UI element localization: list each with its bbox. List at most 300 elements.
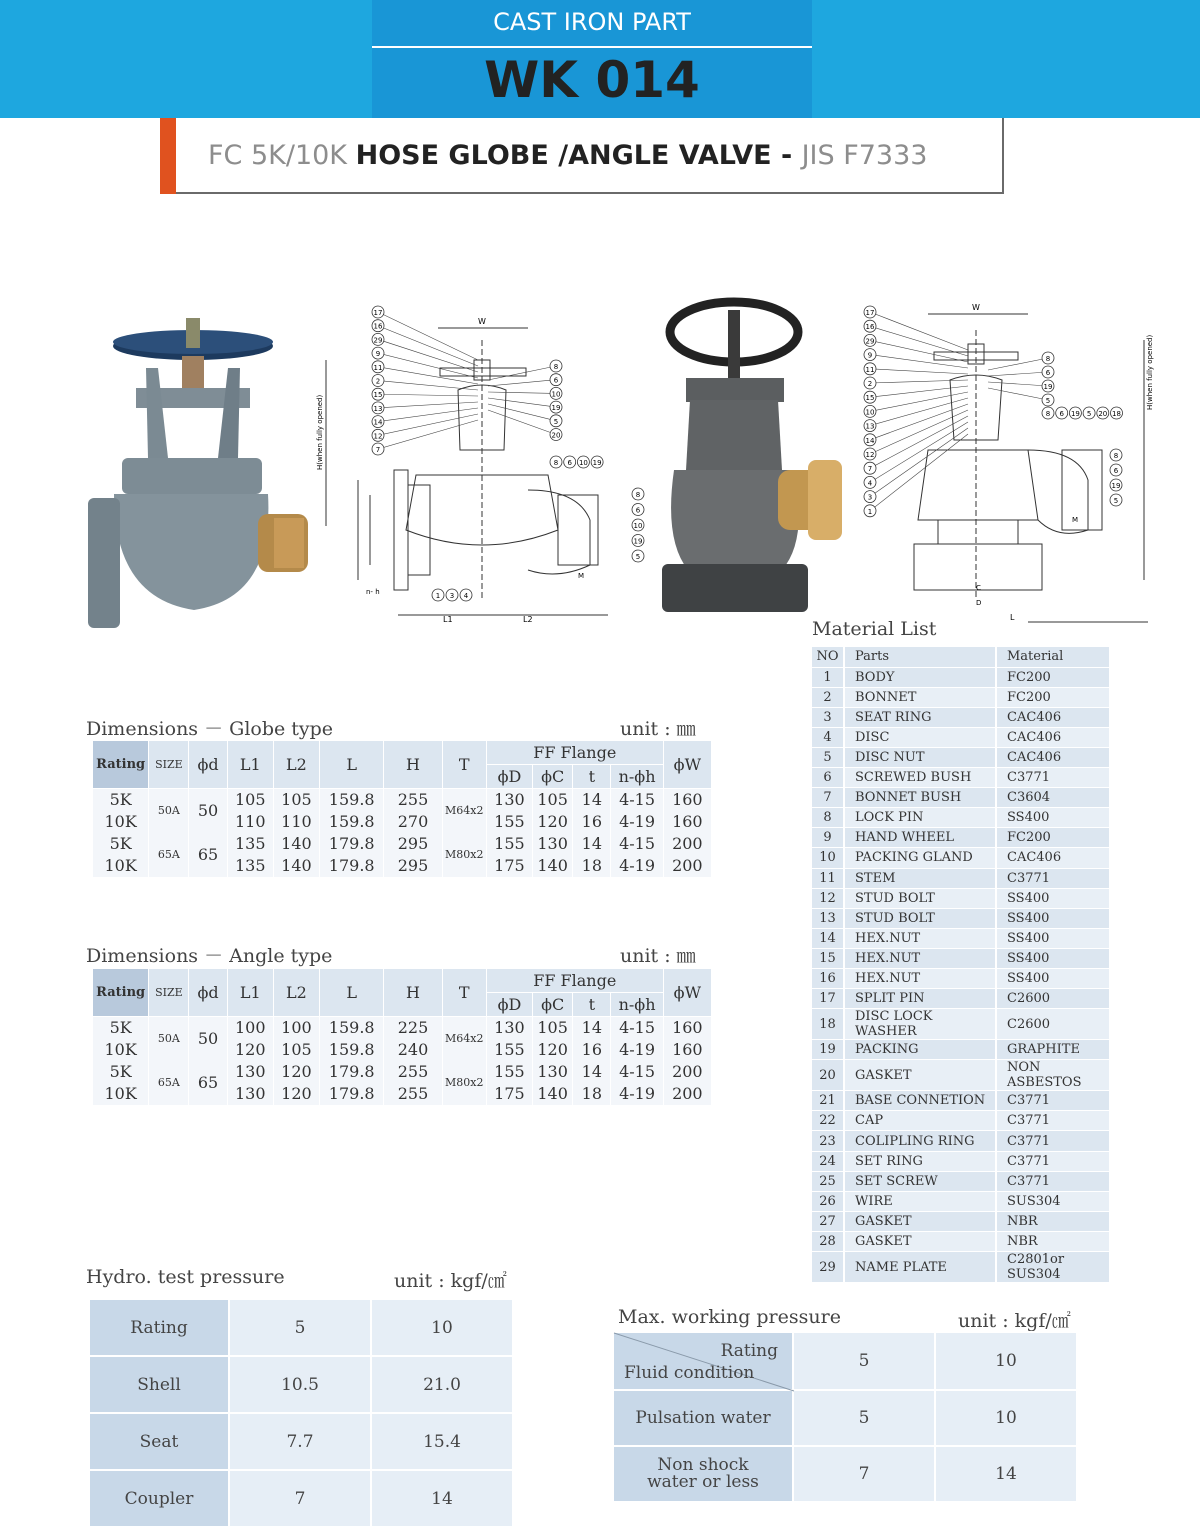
working-value-a: 7	[793, 1446, 935, 1502]
t-cell: M80x2	[442, 1061, 486, 1105]
material-row	[812, 1040, 1110, 1060]
C-cell: 120	[533, 811, 573, 833]
working-unit: unit : kgf/㎠	[958, 1310, 1071, 1332]
material-row	[812, 1171, 1110, 1191]
t-cell: 14	[573, 1061, 611, 1083]
material-no: 19	[812, 1040, 844, 1060]
svg-text:18: 18	[1112, 410, 1121, 418]
material-row	[812, 667, 1110, 687]
material-header-parts: Parts	[844, 647, 996, 667]
globe-unit: unit : ㎜	[620, 718, 696, 740]
C-cell: 120	[533, 1039, 573, 1061]
material-no: 1	[812, 667, 844, 687]
angle-dim-l-label: L	[1010, 613, 1015, 622]
globe-valve-photo	[78, 318, 310, 636]
callout-1	[864, 434, 968, 517]
rating-cell: 10K	[93, 1039, 149, 1061]
col-rating: Rating	[93, 741, 149, 789]
callout-18	[1056, 407, 1068, 419]
svg-text:5: 5	[1086, 410, 1092, 418]
angle-dimensions-title: Dimensions － Angle type	[86, 945, 333, 967]
callout-2	[372, 375, 478, 391]
svg-text:6: 6	[553, 376, 559, 385]
rating-cell: 10K	[93, 855, 149, 877]
svg-text:12: 12	[373, 432, 383, 441]
material-material: C3771	[996, 1111, 1110, 1131]
svg-text:5: 5	[553, 417, 559, 426]
material-part: HEX.NUT	[844, 969, 996, 989]
hydro-unit: unit : kgf/㎠	[394, 1270, 507, 1292]
svg-text:5: 5	[1113, 497, 1119, 505]
size-cell: 65A	[149, 1061, 189, 1105]
material-part: CAP	[844, 1111, 996, 1131]
material-material: C3771	[996, 1131, 1110, 1151]
t-cell: 16	[573, 1039, 611, 1061]
col-phiD: ϕD	[486, 993, 532, 1017]
material-material: CAC406	[996, 848, 1110, 868]
material-row	[812, 768, 1110, 788]
t-cell: 14	[573, 789, 611, 811]
material-part: NAME PLATE	[844, 1252, 996, 1283]
svg-text:14: 14	[865, 436, 875, 445]
hydro-row	[89, 1413, 513, 1470]
material-part: WIRE	[844, 1191, 996, 1211]
material-part: COLIPLING RING	[844, 1131, 996, 1151]
subtitle-standard: JIS F7333	[801, 140, 928, 171]
working-row	[613, 1446, 1077, 1502]
material-material: C2600	[996, 989, 1110, 1009]
callout-17	[864, 306, 968, 350]
svg-text:1: 1	[435, 592, 441, 600]
material-no: 4	[812, 727, 844, 747]
material-part: STUD BOLT	[844, 888, 996, 908]
angle-dim-d-label: D	[976, 599, 982, 607]
callout-27	[1083, 407, 1095, 419]
l1-cell: 110	[227, 811, 273, 833]
C-cell: 130	[533, 833, 573, 855]
l1-cell: 120	[227, 1039, 273, 1061]
callout-24	[632, 504, 644, 516]
material-no: 8	[812, 808, 844, 828]
rating-fluid-cell	[613, 1332, 793, 1390]
material-part: GASKET	[844, 1231, 996, 1251]
rating-label: Rating	[720, 1341, 778, 1361]
svg-text:19: 19	[551, 404, 561, 413]
material-row	[812, 1091, 1110, 1111]
svg-text:7: 7	[867, 465, 873, 474]
material-row	[812, 868, 1110, 888]
hydro-label: Shell	[89, 1356, 229, 1413]
col-phid: ϕd	[189, 969, 227, 1017]
svg-text:19: 19	[592, 459, 602, 467]
subtitle-accent	[160, 118, 176, 194]
material-row	[812, 1211, 1110, 1231]
col-l1: L1	[227, 969, 273, 1017]
svg-text:16: 16	[373, 322, 383, 331]
material-part: BODY	[844, 667, 996, 687]
col-nphih: n-ϕh	[611, 765, 663, 789]
h-cell: 255	[384, 789, 442, 811]
working-value-b: 14	[935, 1446, 1077, 1502]
svg-text:17: 17	[865, 309, 875, 317]
callout-26	[1110, 494, 1122, 506]
hydro-value-a: 10.5	[229, 1356, 371, 1413]
callout-15	[372, 388, 478, 400]
callout-29	[864, 334, 968, 362]
svg-text:11: 11	[865, 365, 875, 374]
col-t: T	[442, 741, 486, 789]
C-cell: 105	[533, 789, 573, 811]
phid-cell: 50	[189, 789, 227, 833]
l-cell: 179.8	[320, 855, 384, 877]
hydro-label: Coupler	[89, 1470, 229, 1527]
dim-w-label: W	[478, 317, 486, 326]
D-cell: 155	[486, 811, 532, 833]
material-row	[812, 948, 1110, 968]
material-material: SS400	[996, 908, 1110, 928]
material-material: FC200	[996, 667, 1110, 687]
material-part: DISC NUT	[844, 747, 996, 767]
material-row	[812, 828, 1110, 848]
callout-22	[1110, 464, 1122, 476]
angle-dim-h-label: H(when fully opened)	[1146, 334, 1154, 410]
D-cell: 130	[486, 789, 532, 811]
material-row	[812, 848, 1110, 868]
material-material: C2600	[996, 1009, 1110, 1040]
callout-10	[488, 387, 562, 399]
material-material: SS400	[996, 948, 1110, 968]
dim-h-label: H(when fully opened)	[316, 394, 324, 470]
h-cell: 295	[384, 833, 442, 855]
l2-cell: 120	[273, 1061, 319, 1083]
svg-text:6: 6	[567, 459, 572, 467]
material-material: SS400	[996, 888, 1110, 908]
col-l: L	[320, 969, 384, 1017]
hydro-row	[89, 1470, 513, 1527]
material-no: 24	[812, 1151, 844, 1171]
angle-valve-photo	[658, 300, 852, 618]
svg-text:5: 5	[635, 553, 641, 561]
svg-text:2: 2	[867, 380, 873, 388]
material-part: LOCK PIN	[844, 808, 996, 828]
working-head-a: 5	[793, 1332, 935, 1390]
working-row	[613, 1390, 1077, 1446]
hydro-value-a: 7	[229, 1470, 371, 1527]
C-cell: 130	[533, 1061, 573, 1083]
material-no: 17	[812, 989, 844, 1009]
svg-text:17: 17	[373, 309, 383, 317]
callout-28	[1111, 407, 1123, 419]
material-no: 27	[812, 1211, 844, 1231]
t-cell: M64x2	[442, 1017, 486, 1061]
l1-cell: 105	[227, 789, 273, 811]
col-phiW: ϕW	[663, 741, 711, 789]
fluid-label: Fluid condition	[624, 1363, 755, 1383]
col-tt: t	[573, 993, 611, 1017]
working-value-a: 5	[793, 1390, 935, 1446]
material-no: 13	[812, 908, 844, 928]
angle-dimensions-table	[92, 968, 712, 1105]
col-rating: Rating	[93, 969, 149, 1017]
svg-text:10: 10	[578, 459, 588, 467]
W-cell: 160	[663, 1017, 711, 1039]
category-label: CAST IRON PART	[493, 8, 691, 36]
nh-cell: 4-15	[611, 833, 663, 855]
svg-text:6: 6	[1059, 410, 1064, 418]
svg-text:6: 6	[1113, 467, 1119, 475]
material-row	[812, 808, 1110, 828]
globe-dimensions-title: Dimensions － Globe type	[86, 718, 334, 740]
svg-text:4: 4	[463, 592, 469, 600]
angle-valve-drawing	[858, 300, 1158, 626]
hydro-value-b: 21.0	[371, 1356, 513, 1413]
svg-text:16: 16	[865, 323, 875, 332]
svg-text:10: 10	[865, 408, 875, 417]
callout-21	[591, 456, 603, 468]
callout-7	[864, 416, 968, 474]
subtitle-main: HOSE GLOBE /ANGLE VALVE -	[355, 140, 802, 171]
svg-text:2: 2	[375, 377, 381, 386]
col-l: L	[320, 741, 384, 789]
D-cell: 130	[486, 1017, 532, 1039]
material-material: SUS304	[996, 1191, 1110, 1211]
col-flange: FF Flange	[486, 969, 663, 993]
h-cell: 255	[384, 1061, 442, 1083]
callout-17	[372, 306, 478, 360]
svg-text:7: 7	[375, 446, 381, 454]
D-cell: 175	[486, 855, 532, 877]
nh-cell: 4-19	[611, 855, 663, 877]
material-row	[812, 1009, 1110, 1040]
material-no: 12	[812, 888, 844, 908]
svg-text:3: 3	[867, 493, 873, 502]
callout-21	[1097, 407, 1109, 419]
D-cell: 155	[486, 1039, 532, 1061]
material-part: BONNET BUSH	[844, 788, 996, 808]
h-cell: 295	[384, 855, 442, 877]
svg-text:20: 20	[551, 431, 561, 440]
l1-cell: 130	[227, 1083, 273, 1105]
hydro-value-a: 5	[229, 1299, 371, 1356]
material-no: 5	[812, 747, 844, 767]
material-row	[812, 1111, 1110, 1131]
table-row	[93, 1017, 712, 1039]
svg-text:8: 8	[1045, 355, 1051, 363]
rating-cell: 10K	[93, 811, 149, 833]
hydro-label: Seat	[89, 1413, 229, 1470]
material-no: 3	[812, 707, 844, 727]
header-divider	[372, 46, 812, 48]
svg-text:1: 1	[867, 507, 873, 516]
fluid-condition: Non shock water or less	[613, 1446, 793, 1502]
l1-cell: 135	[227, 833, 273, 855]
svg-text:19: 19	[1043, 383, 1053, 391]
l2-cell: 110	[273, 811, 319, 833]
material-part: BASE CONNETION	[844, 1091, 996, 1111]
l-cell: 179.8	[320, 1083, 384, 1105]
svg-text:8: 8	[635, 491, 641, 499]
material-part: SEAT RING	[844, 707, 996, 727]
callout-20	[488, 410, 562, 441]
svg-text:13: 13	[865, 422, 875, 431]
nh-cell: 4-15	[611, 789, 663, 811]
callout-4	[460, 589, 472, 601]
material-row	[812, 1231, 1110, 1251]
material-row	[812, 969, 1110, 989]
callout-19	[488, 398, 562, 413]
W-cell: 200	[663, 1061, 711, 1083]
callout-15	[864, 386, 968, 403]
col-l1: L1	[227, 741, 273, 789]
material-row	[812, 707, 1110, 727]
col-tt: t	[573, 765, 611, 789]
material-no: 25	[812, 1171, 844, 1191]
material-row	[812, 908, 1110, 928]
callout-11	[372, 361, 478, 384]
callout-23	[632, 535, 644, 547]
t-cell: 18	[573, 855, 611, 877]
material-no: 23	[812, 1131, 844, 1151]
working-table	[612, 1331, 1078, 1503]
callout-28	[632, 488, 644, 500]
material-material: SS400	[996, 969, 1110, 989]
hydro-row	[89, 1356, 513, 1413]
l-cell: 179.8	[320, 1061, 384, 1083]
material-material: NON ASBESTOS	[996, 1060, 1110, 1091]
svg-text:10: 10	[551, 390, 561, 399]
D-cell: 155	[486, 833, 532, 855]
hydro-value-a: 7.7	[229, 1413, 371, 1470]
svg-text:15: 15	[865, 394, 875, 403]
material-material: C3771	[996, 1171, 1110, 1191]
D-cell: 175	[486, 1083, 532, 1105]
t-cell: 14	[573, 833, 611, 855]
col-phiW: ϕW	[663, 969, 711, 1017]
svg-text:9: 9	[867, 351, 873, 360]
material-part: STUD BOLT	[844, 908, 996, 928]
material-part: DISC LOCK WASHER	[844, 1009, 996, 1040]
svg-text:29: 29	[865, 337, 875, 346]
angle-dim-c-label: C	[976, 584, 981, 592]
material-row	[812, 788, 1110, 808]
header-row	[93, 741, 712, 765]
material-part: PACKING	[844, 1040, 996, 1060]
hydro-value-b: 10	[371, 1299, 513, 1356]
l2-cell: 140	[273, 855, 319, 877]
material-material: SS400	[996, 808, 1110, 828]
material-row	[812, 888, 1110, 908]
working-head-b: 10	[935, 1332, 1077, 1390]
working-title: Max. working pressure	[618, 1306, 841, 1328]
dim-l2-label: L2	[523, 615, 533, 624]
hydro-table	[88, 1298, 514, 1528]
header-title-box	[372, 0, 812, 118]
W-cell: 160	[663, 789, 711, 811]
material-row	[812, 1252, 1110, 1283]
svg-text:15: 15	[373, 391, 383, 400]
callout-3	[446, 589, 458, 601]
nh-cell: 4-15	[611, 1017, 663, 1039]
material-material: CAC406	[996, 707, 1110, 727]
material-no: 29	[812, 1252, 844, 1283]
col-l2: L2	[273, 969, 319, 1017]
material-part: HAND WHEEL	[844, 828, 996, 848]
col-h: H	[384, 741, 442, 789]
product-code: WK 014	[484, 51, 700, 109]
table-row	[93, 789, 712, 811]
callout-20	[1042, 407, 1054, 419]
W-cell: 200	[663, 1083, 711, 1105]
product-subtitle	[208, 140, 927, 171]
working-header-row	[613, 1332, 1077, 1390]
t-cell: 18	[573, 1083, 611, 1105]
col-phiC: ϕC	[533, 765, 573, 789]
material-part: SCREWED BUSH	[844, 768, 996, 788]
nh-cell: 4-19	[611, 811, 663, 833]
l-cell: 159.8	[320, 811, 384, 833]
hydro-label: Rating	[89, 1299, 229, 1356]
callout-24	[1110, 449, 1122, 461]
col-flange: FF Flange	[486, 741, 663, 765]
svg-text:20: 20	[1098, 410, 1108, 418]
callout-1	[432, 589, 444, 601]
header-row	[93, 969, 712, 993]
material-material: CAC406	[996, 747, 1110, 767]
hydro-value-b: 14	[371, 1470, 513, 1527]
l1-cell: 100	[227, 1017, 273, 1039]
material-row	[812, 727, 1110, 747]
t-cell: 14	[573, 1017, 611, 1039]
material-part: GASKET	[844, 1211, 996, 1231]
rating-cell: 5K	[93, 1017, 149, 1039]
globe-dimensions-table	[92, 740, 712, 877]
material-part: SET SCREW	[844, 1171, 996, 1191]
svg-text:19: 19	[1070, 410, 1080, 418]
l2-cell: 105	[273, 1039, 319, 1061]
material-table	[812, 647, 1111, 1283]
hydro-row	[89, 1299, 513, 1356]
svg-text:10: 10	[633, 522, 643, 530]
svg-text:6: 6	[635, 506, 641, 515]
material-no: 20	[812, 1060, 844, 1091]
l1-cell: 130	[227, 1061, 273, 1083]
callout-3	[864, 428, 968, 503]
callout-18	[550, 456, 562, 468]
svg-text:4: 4	[867, 479, 873, 488]
fluid-condition: Pulsation water	[613, 1390, 793, 1446]
material-header-row	[812, 647, 1110, 667]
svg-text:8: 8	[1045, 410, 1051, 418]
table-row	[93, 1061, 712, 1083]
material-part: HEX.NUT	[844, 948, 996, 968]
material-part: PACKING GLAND	[844, 848, 996, 868]
l-cell: 159.8	[320, 789, 384, 811]
material-row	[812, 1131, 1110, 1151]
material-no: 22	[812, 1111, 844, 1131]
material-header-no: NO	[812, 647, 844, 667]
material-no: 15	[812, 948, 844, 968]
material-material: NBR	[996, 1231, 1110, 1251]
col-phiC: ϕC	[533, 993, 573, 1017]
material-material: C3771	[996, 868, 1110, 888]
material-row	[812, 687, 1110, 707]
material-no: 11	[812, 868, 844, 888]
material-part: STEM	[844, 868, 996, 888]
material-material: NBR	[996, 1211, 1110, 1231]
material-list-title: Material List	[812, 618, 937, 640]
dim-m-label: M	[578, 572, 585, 580]
svg-text:8: 8	[1113, 452, 1119, 460]
